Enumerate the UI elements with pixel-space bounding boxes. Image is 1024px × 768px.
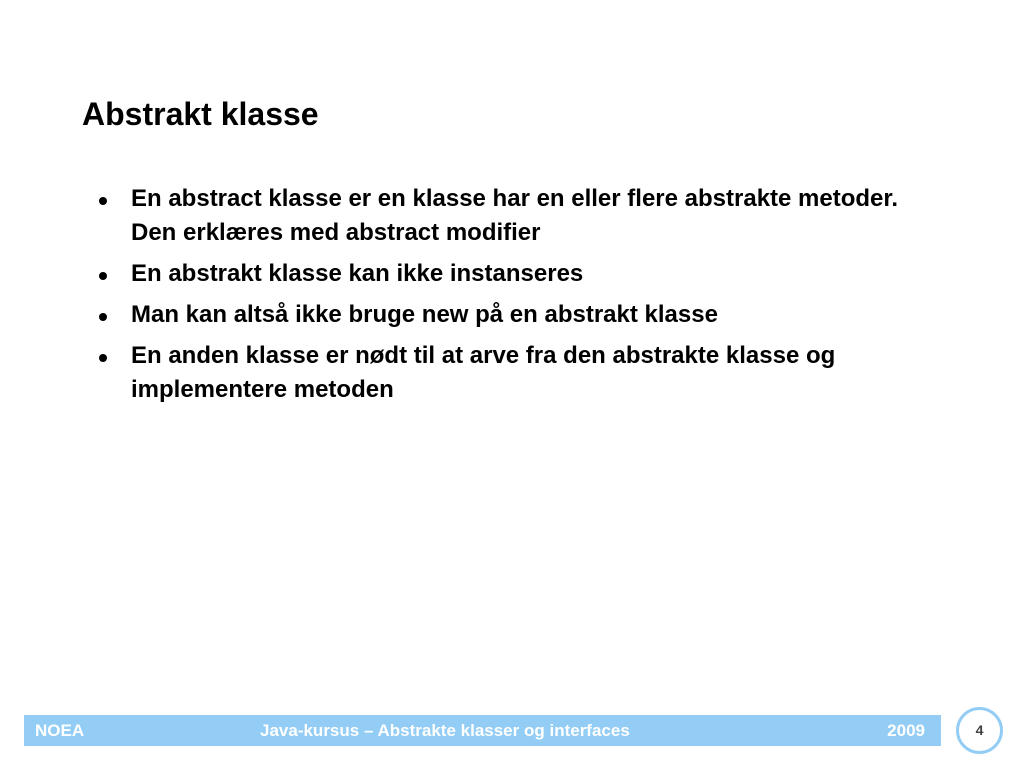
footer-organization: NOEA	[35, 721, 85, 740]
page-number-badge: 4	[956, 707, 1003, 754]
bullet-text: En anden klasse er nødt til at arve fra den abstrakte klasse og implementere metoden	[131, 342, 836, 403]
bullet-item	[96, 257, 936, 291]
bullet-dot-icon	[99, 272, 107, 280]
bullet-text: Man kan altså ikke bruge new på en abstrakt klasse	[131, 301, 718, 328]
bullet-item	[96, 339, 936, 407]
bullet-list	[96, 182, 936, 414]
slide-title: Abstrakt klasse	[82, 96, 319, 132]
bullet-item	[96, 298, 936, 332]
footer-year: 2009	[887, 721, 925, 740]
bullet-dot-icon	[99, 197, 107, 205]
bullet-dot-icon	[99, 313, 107, 321]
footer-bar	[24, 715, 941, 746]
footer-course-title: Java-kursus – Abstrakte klasser og interfaces	[260, 721, 630, 740]
bullet-text: En abstrakt klasse kan ikke instanseres	[131, 260, 584, 287]
bullet-item	[96, 182, 936, 250]
bullet-dot-icon	[99, 354, 107, 362]
bullet-text: En abstract klasse er en klasse har en eller flere abstrakte metoder. Den erklæres med abstract modifier	[131, 185, 899, 246]
